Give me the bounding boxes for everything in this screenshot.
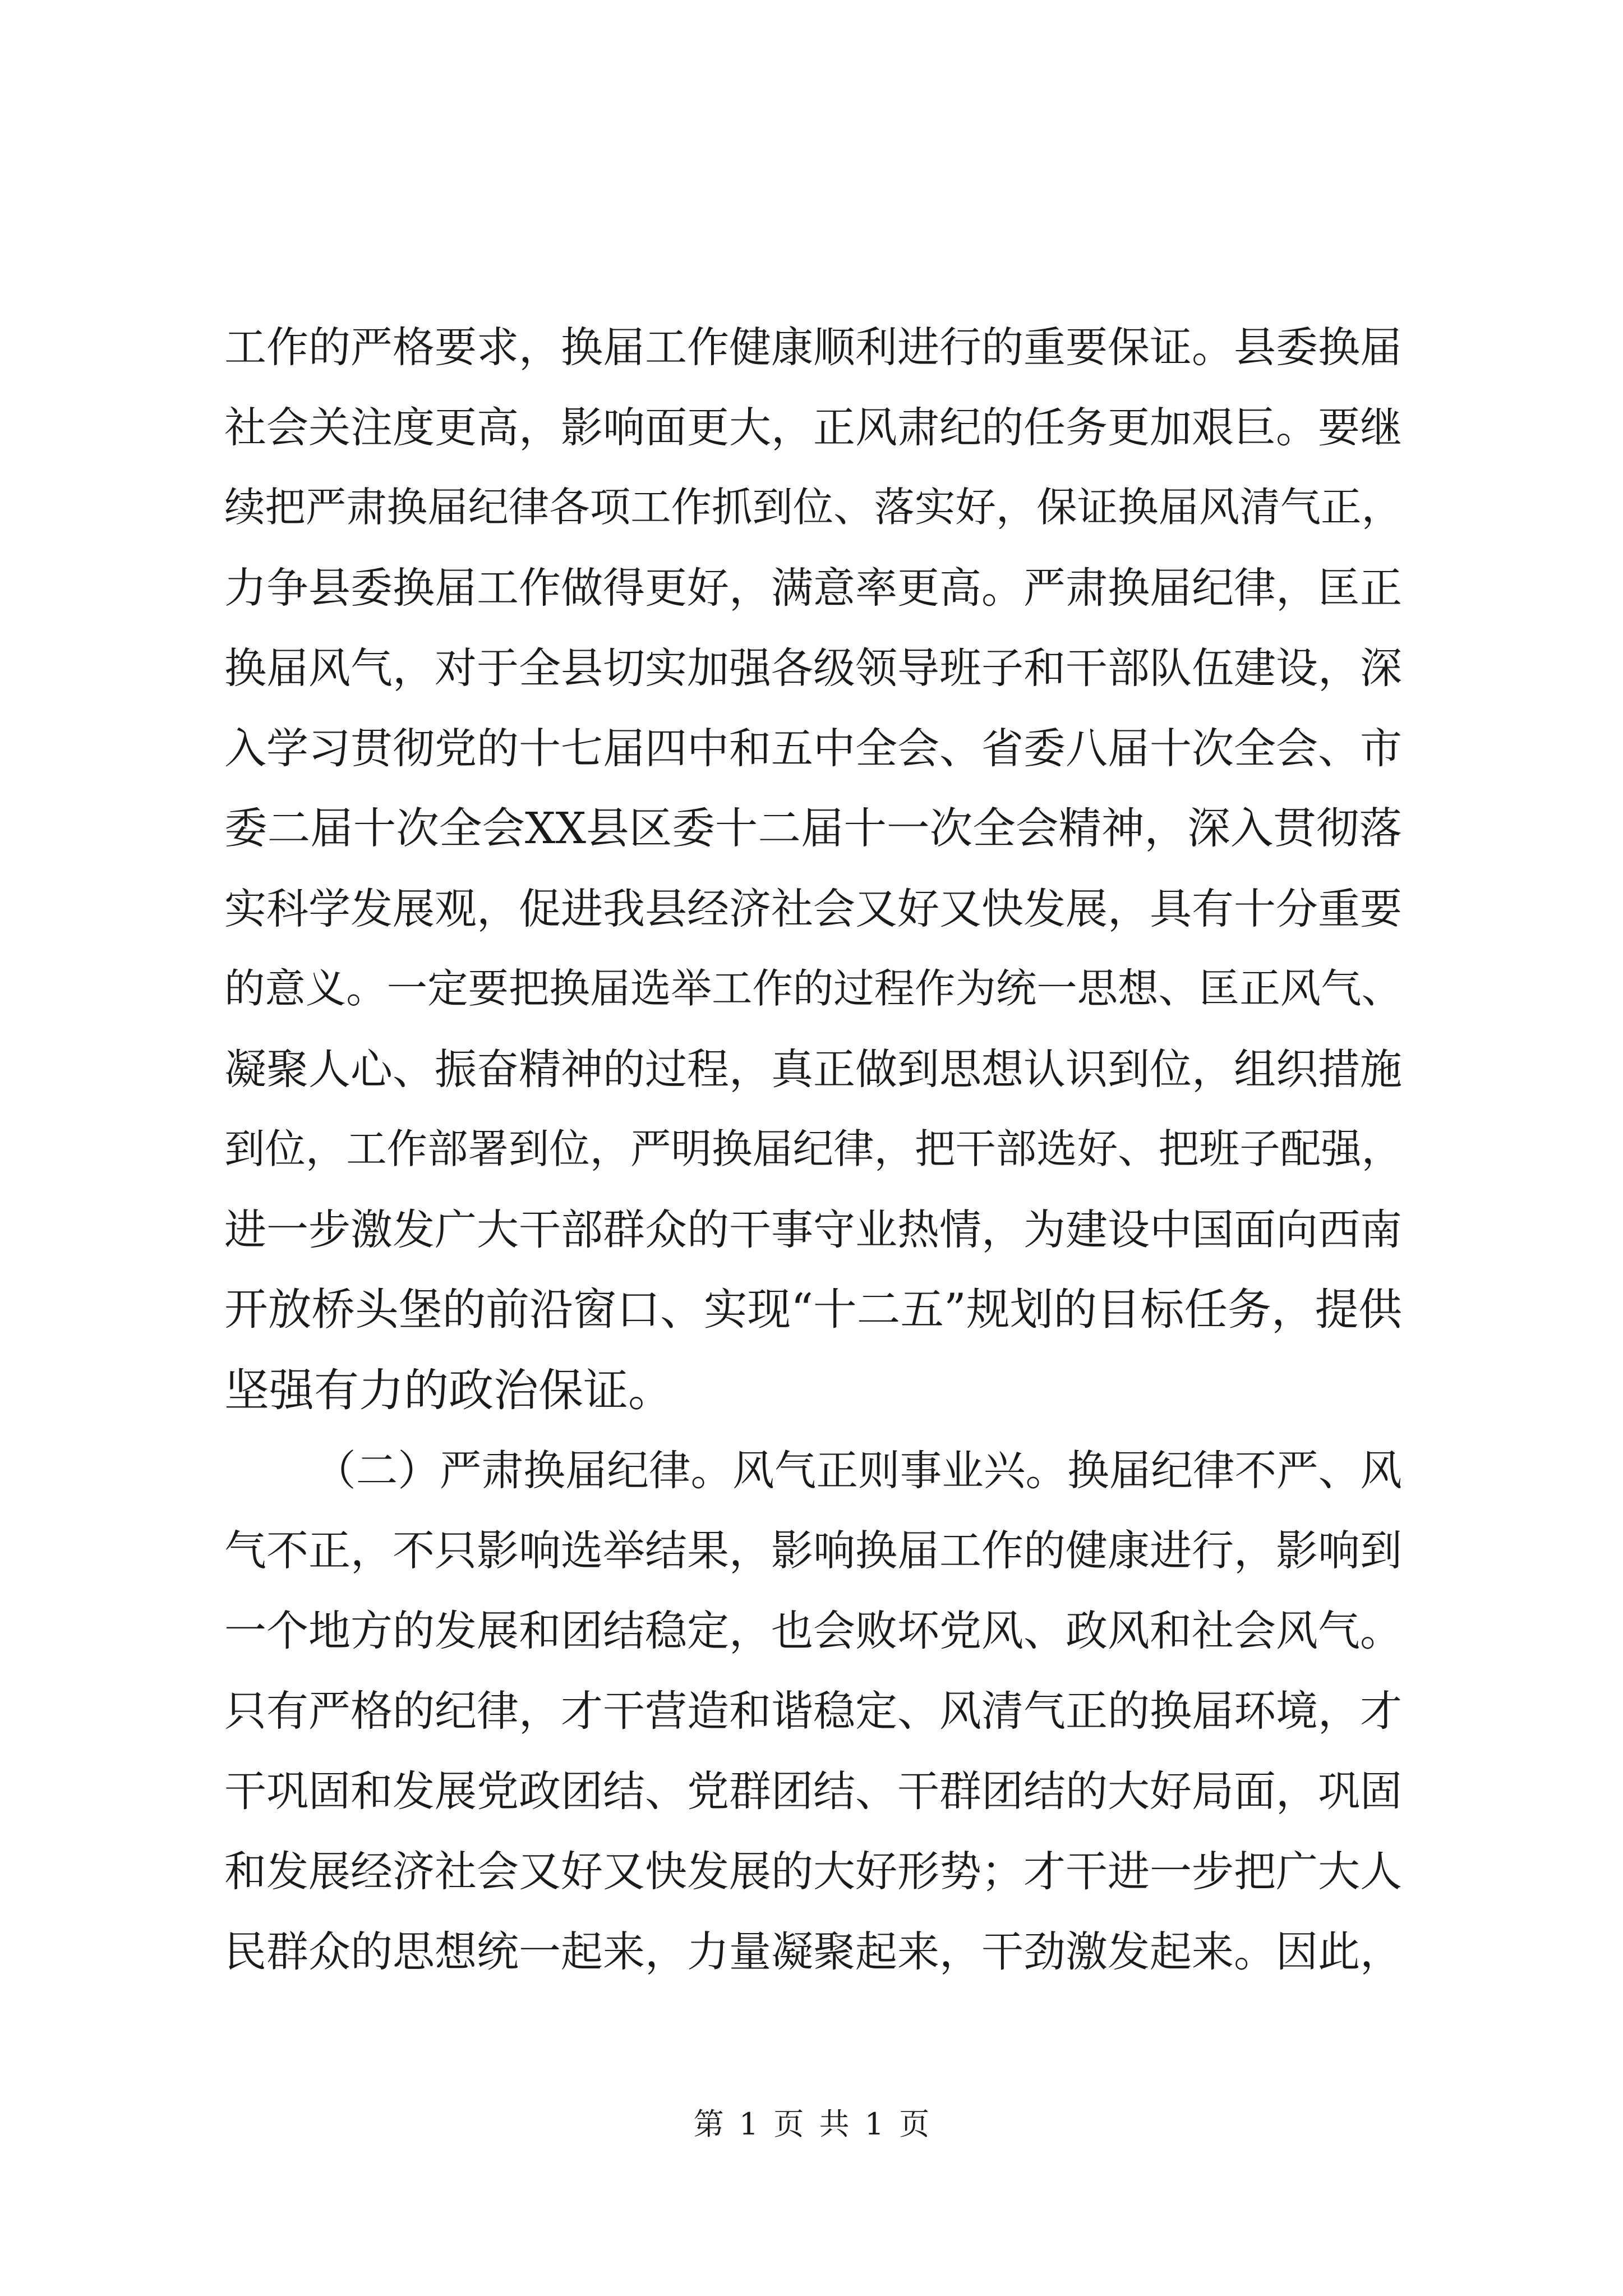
- text-line: 入学习贯彻党的十七届四中和五中全会、省委八届十次全会、市: [224, 724, 1403, 773]
- text-line: 和发展经济社会又好又快发展的大好形势；才干进一步把广大人: [224, 1847, 1403, 1896]
- text-line: 实科学发展观，促进我县经济社会又好又快发展，具有十分重要: [224, 884, 1403, 933]
- text-line: 气不正，不只影响选举结果，影响换届工作的健康进行，影响到: [224, 1526, 1403, 1575]
- text-line: 力争县委换届工作做得更好，满意率更高。严肃换届纪律，匡正: [224, 563, 1403, 613]
- text-line: 开放桥头堡的前沿窗口、实现“十二五”规划的目标任务，提供: [224, 1285, 1402, 1335]
- text-line: 民群众的思想统一起来，力量凝聚起来，干劲激发起来。因此，: [224, 1927, 1403, 1976]
- text-line: 一个地方的发展和团结稳定，也会败坏党风、政风和社会风气。: [224, 1606, 1403, 1655]
- text-line: 凝聚人心、振奋精神的过程，真正做到思想认识到位，组织措施: [224, 1045, 1403, 1094]
- text-line: 进一步激发广大干部群众的干事守业热情，为建设中国面向西南: [224, 1205, 1403, 1254]
- text-line: 社会关注度更高，影响面更大，正风肃纪的任务更加艰巨。要继: [224, 403, 1403, 452]
- text-line: 坚强有力的政治保证。: [224, 1364, 673, 1416]
- text-line: 换届风气，对于全县切实加强各级领导班子和干部队伍建设，深: [224, 643, 1403, 693]
- text-line: （二）严肃换届纪律。风气正则事业兴。换届纪律不严、风: [314, 1446, 1402, 1495]
- text-line: 到位，工作部署到位，严明换届纪律，把干部选好、把班子配强，: [224, 1126, 1402, 1173]
- text-line: 干巩固和发展党政团结、党群团结、干群团结的大好局面，巩固: [224, 1766, 1403, 1816]
- text-line: 只有严格的纪律，才干营造和谐稳定、风清气正的换届环境，才: [224, 1686, 1403, 1736]
- text-line: 续把严肃换届纪律各项工作抓到位、落实好，保证换届风清气正，: [224, 484, 1402, 531]
- text-line: 的意义。一定要把换届选举工作的过程作为统一思想、匡正风气、: [224, 965, 1402, 1013]
- text-line: 工作的严格要求，换届工作健康顺利进行的重要保证。县委换届: [224, 323, 1403, 372]
- text-line: 委二届十次全会XX县区委十二届十一次全会精神，深入贯彻落: [224, 804, 1402, 854]
- page-footer: 第 1 页 共 1 页: [693, 2106, 930, 2142]
- document-body: [224, 307, 1402, 1992]
